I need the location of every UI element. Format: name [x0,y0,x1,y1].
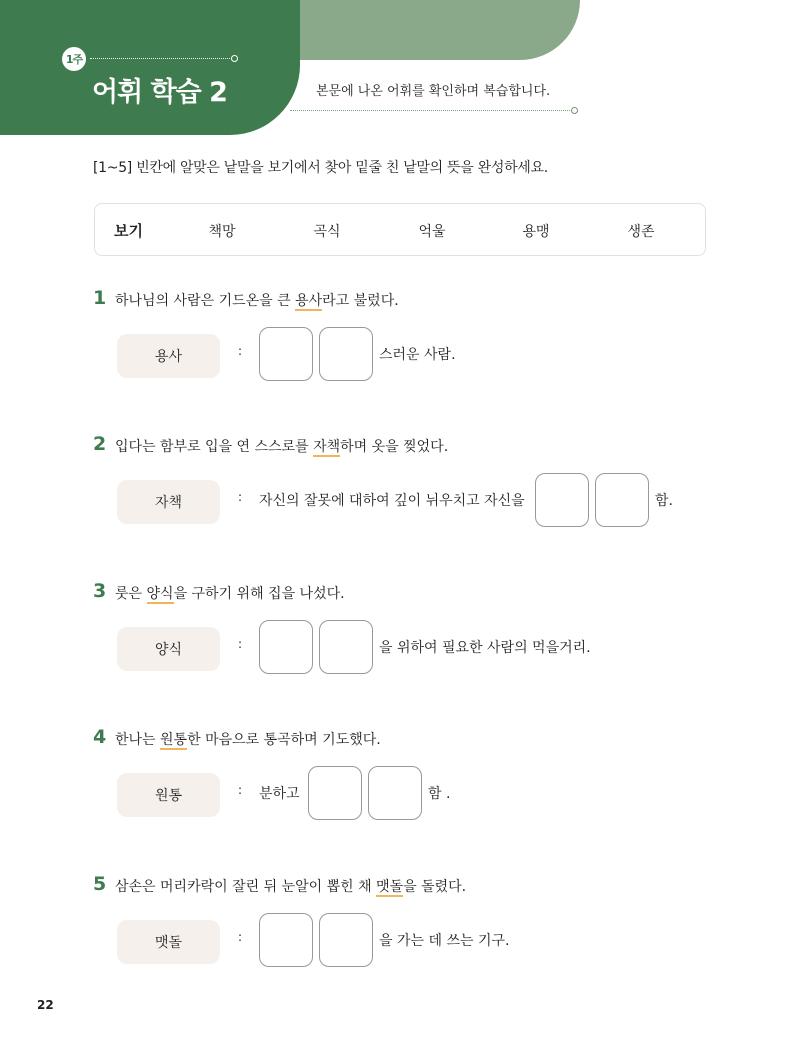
page-subtitle: 본문에 나온 어휘를 확인하며 복습합니다. [316,84,551,99]
question-3 [0,580,800,720]
title-dot [231,55,238,62]
answer-box[interactable] [319,913,373,967]
sentence-part: 을 구하기 위해 집을 나섰다. [173,586,345,602]
question-sentence [115,729,381,749]
bogi-word: 용맹 [522,224,550,240]
definition-text: 분하고 [259,786,300,802]
question-sentence [115,436,448,456]
question-1 [0,287,800,427]
question-number: 3 [93,580,107,602]
sentence-part: 삼손은 머리카락이 잘린 뒤 눈알이 뽑힌 채 [115,879,377,895]
answer-box[interactable] [535,473,589,527]
bogi-label: 보기 [114,222,143,240]
underlined-word: 원통 [160,732,188,748]
sentence-part: 하나님의 사람은 기드온을 큰 [115,293,296,309]
definition-text: 을 위하여 필요한 사람의 먹을거리. [379,640,591,656]
colon: : [238,490,243,504]
colon: : [238,344,243,358]
instruction-text: [1~5] 빈칸에 알맞은 낱말을 보기에서 찾아 밑줄 친 낱말의 뜻을 완성하세요. [93,160,548,176]
answer-box[interactable] [259,620,313,674]
question-sentence [115,876,466,896]
sentence-part: 룻은 [115,586,147,602]
sentence-part: 하며 옷을 찢었다. [340,439,449,455]
week-badge: 1주 [62,47,86,71]
answer-box[interactable] [308,766,362,820]
sentence-part: 한나는 [115,732,161,748]
answer-box[interactable] [319,620,373,674]
underlined-word: 자책 [313,439,341,455]
underlined-word: 용사 [295,293,323,309]
subtitle-dot [571,107,578,114]
colon: : [238,637,243,651]
bogi-word: 곡식 [313,224,341,240]
question-number: 1 [93,287,107,309]
bogi-word: 억울 [418,224,446,240]
word-chip: 원통 [117,773,220,817]
sentence-part: 을 돌렸다. [403,879,467,895]
question-2 [0,433,800,573]
definition-text: 함 . [428,786,451,802]
answer-box[interactable] [319,327,373,381]
answer-box[interactable] [259,327,313,381]
sentence-part: 라고 불렀다. [322,293,399,309]
bogi-word: 책망 [208,224,236,240]
question-number: 5 [93,873,107,895]
question-4 [0,726,800,866]
question-sentence [115,583,345,603]
page-number: 22 [37,998,54,1012]
underlined-word: 맷돌 [376,879,404,895]
definition-text: 을 가는 데 쓰는 기구. [379,933,510,949]
question-sentence [115,290,399,310]
header-decor-dark [0,0,300,135]
bogi-word: 생존 [627,224,655,240]
word-chip: 양식 [117,627,220,671]
sentence-part: 입다는 함부로 입을 연 스스로를 [115,439,314,455]
word-chip: 자책 [117,480,220,524]
question-number: 4 [93,726,107,748]
subtitle-dotted-line [290,110,572,111]
word-chip: 용사 [117,334,220,378]
sentence-part: 한 마음으로 통곡하며 기도했다. [187,732,381,748]
definition-text: 스러운 사람. [379,347,456,363]
word-chip: 맷돌 [117,920,220,964]
colon: : [238,930,243,944]
definition-text: 함. [655,493,673,509]
page-title: 어휘 학습 2 [92,77,227,108]
answer-box[interactable] [368,766,422,820]
underlined-word: 양식 [146,586,174,602]
answer-box[interactable] [595,473,649,527]
question-5 [0,873,800,1013]
answer-box[interactable] [259,913,313,967]
colon: : [238,783,243,797]
bogi-box [94,203,706,256]
title-dotted-line [90,58,232,59]
definition-text: 자신의 잘못에 대하여 깊이 뉘우치고 자신을 [259,493,525,509]
question-number: 2 [93,433,107,455]
